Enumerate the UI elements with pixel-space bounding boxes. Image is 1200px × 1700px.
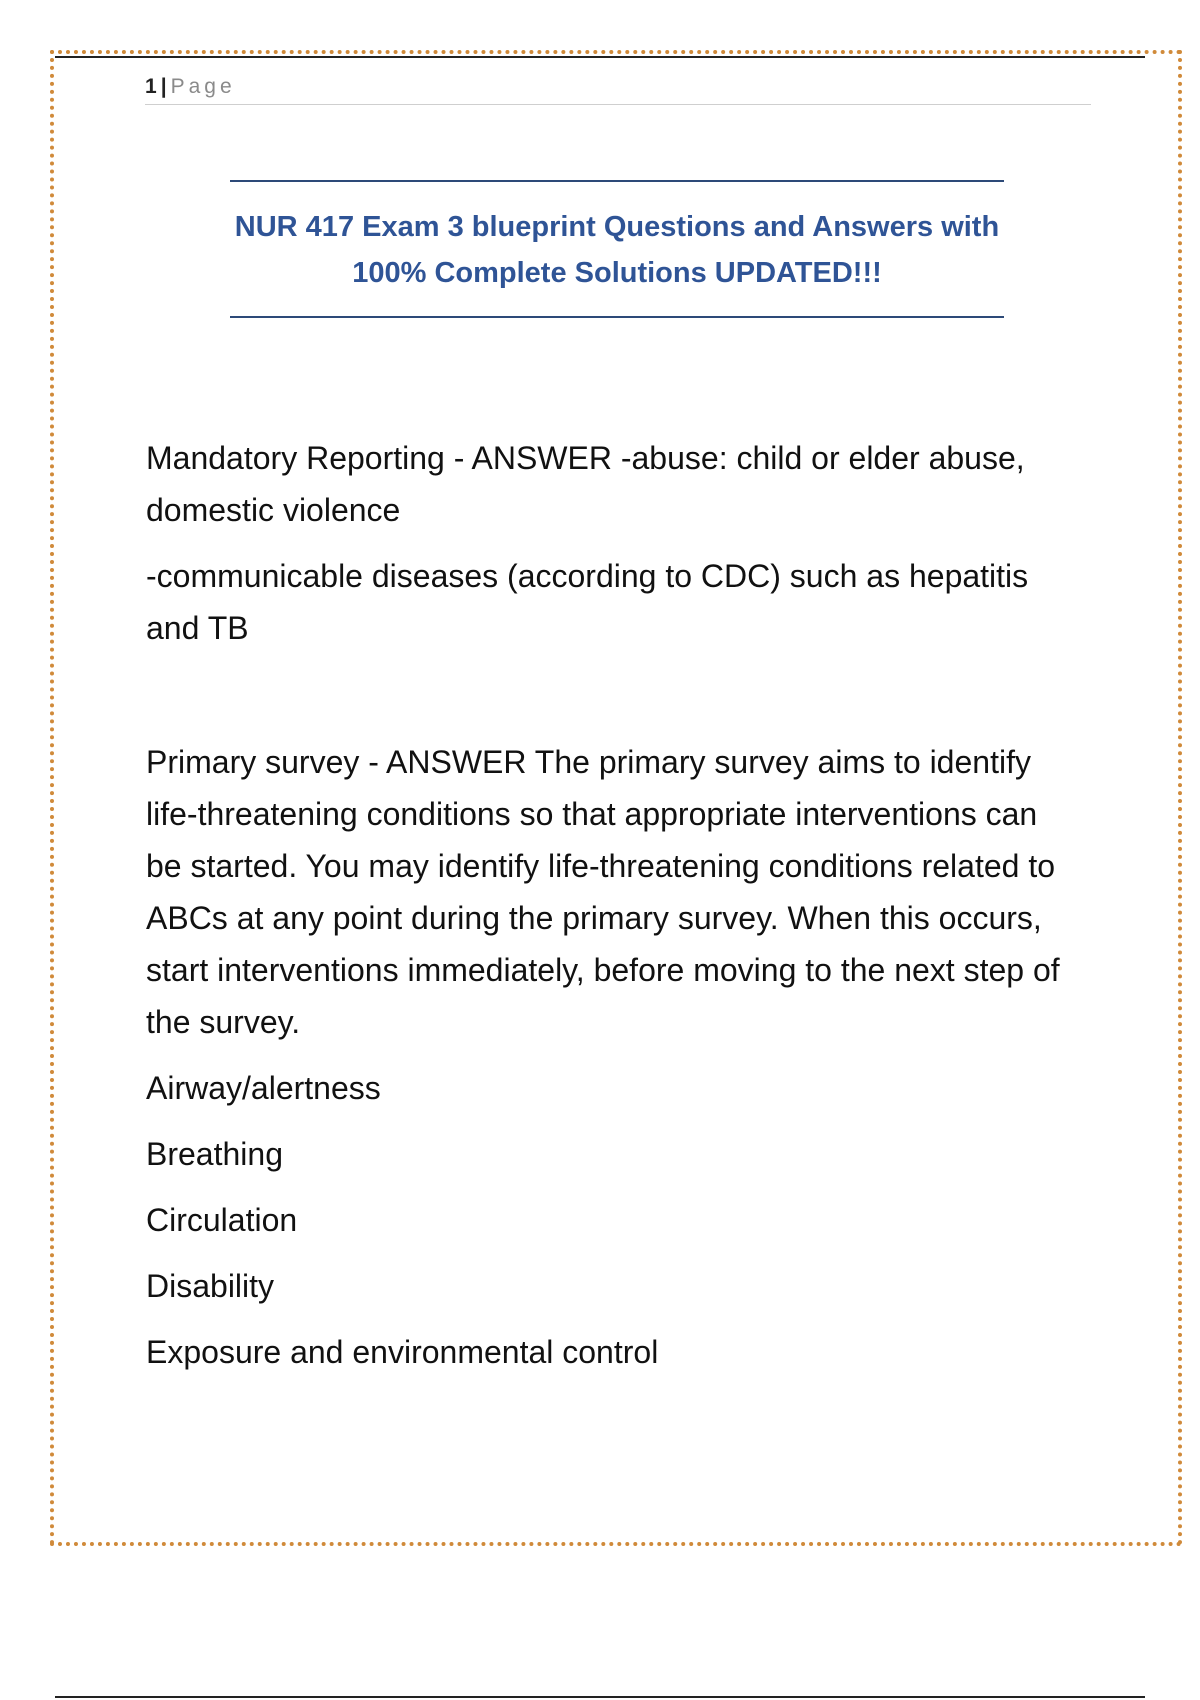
qa-mandatory-reporting-answer: Mandatory Reporting - ANSWER -abuse: child or elder abuse, domestic violence <box>146 440 1025 528</box>
title-line-2: 100% Complete Solutions UPDATED!!! <box>352 257 882 289</box>
list-item: Airway/alertness <box>146 1070 381 1106</box>
qa-mandatory-reporting-detail: -communicable diseases (according to CDC) such as hepatitis and TB <box>146 558 1029 646</box>
page-separator: | <box>160 75 167 98</box>
list-item: Circulation <box>146 1202 298 1238</box>
list-item: Exposure and environmental control <box>146 1334 659 1370</box>
page-number: 1 <box>145 75 157 98</box>
top-rule <box>55 56 1145 58</box>
document-body <box>146 432 1076 1378</box>
page-header <box>145 72 1091 105</box>
qa-primary-survey-answer: Primary survey - ANSWER The primary survey aims to identify life-threatening conditions so that appropriate interventions can be started. You may identify life-threatening conditions related to ABCs at any point during the primary survey. When this occurs, start interventions immediately, before moving to the next step of the survey. <box>146 744 1060 1040</box>
title-line-1: NUR 417 Exam 3 blueprint Questions and Answers with <box>234 211 1000 243</box>
bottom-rule <box>55 1696 1145 1698</box>
list-item: Disability <box>146 1268 275 1304</box>
list-item: Breathing <box>146 1136 283 1172</box>
page-label: Page <box>170 75 236 98</box>
document-title <box>230 180 1004 318</box>
